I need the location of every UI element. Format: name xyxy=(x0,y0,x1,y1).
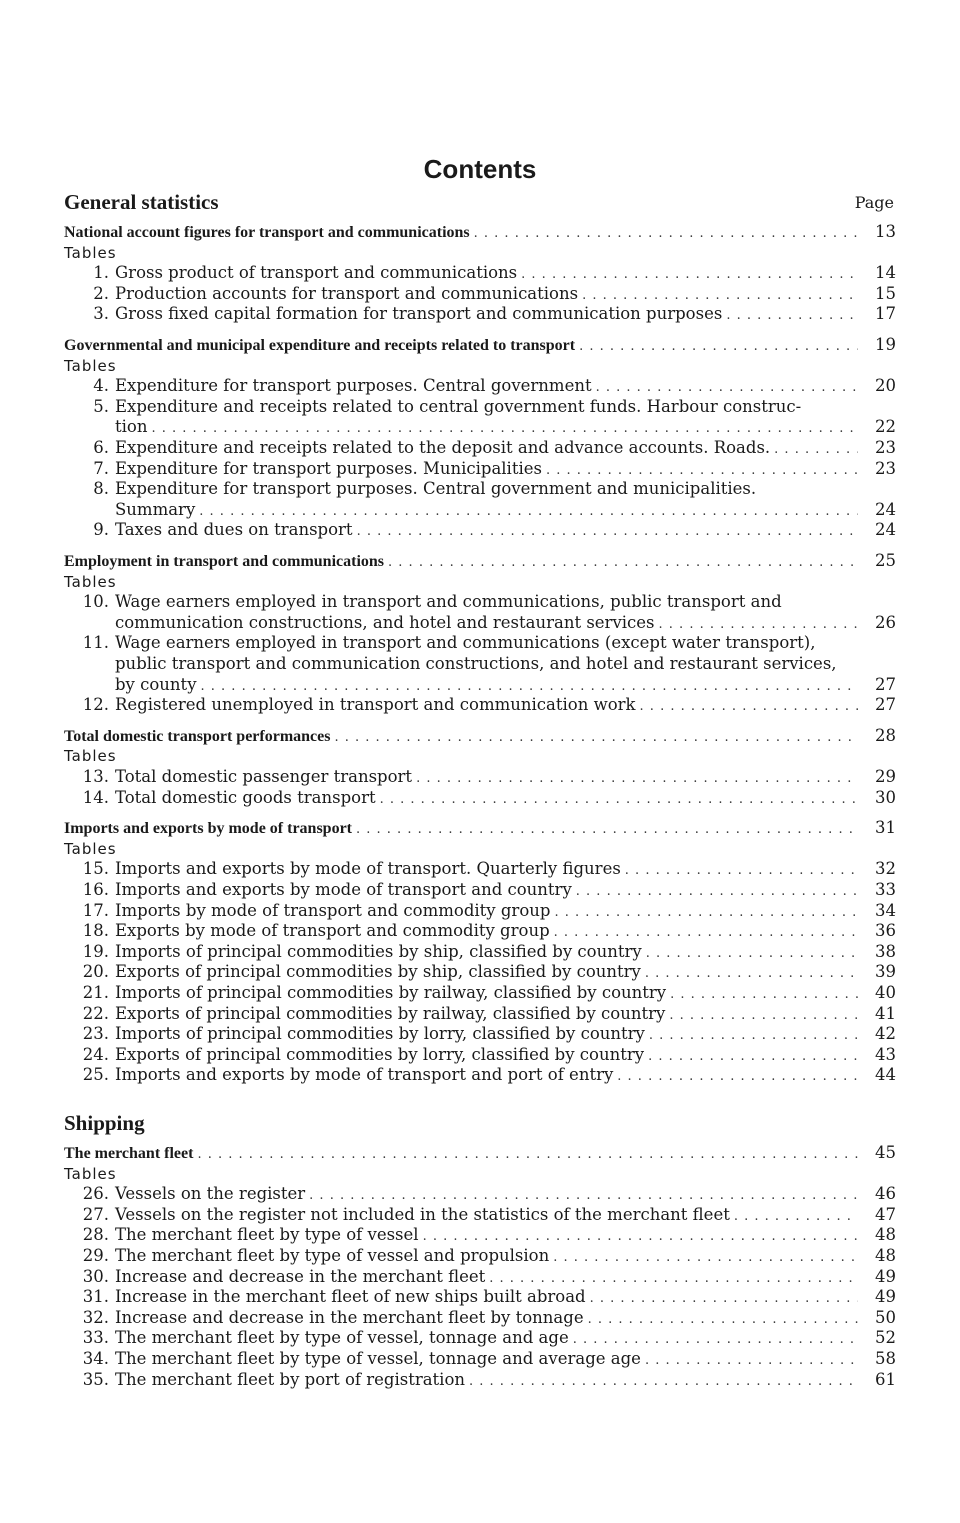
tables-label: Tables xyxy=(64,747,117,766)
toc-entry-row xyxy=(64,500,896,522)
toc-entry-row xyxy=(64,1045,896,1067)
group-heading[interactable] xyxy=(64,222,896,242)
toc-entry-row xyxy=(64,921,896,943)
toc-entry-row xyxy=(64,1287,896,1309)
entry-text: The merchant fleet by type of vessel, tonnage and age xyxy=(115,1328,569,1348)
toc-entry-row xyxy=(64,613,896,635)
page-number: 30 xyxy=(875,787,896,807)
page-number: 45 xyxy=(875,1143,896,1162)
entry-text: public transport and communication constructions, and hotel and restaurant services, xyxy=(115,654,837,673)
leader-dots xyxy=(774,440,858,460)
tables-label: Tables xyxy=(64,1164,117,1183)
toc-entry[interactable] xyxy=(64,962,896,982)
entry-text: Expenditure for transport purposes. Municipalities xyxy=(115,458,542,478)
toc-entry-continuation[interactable] xyxy=(64,654,896,674)
page-number: 34 xyxy=(875,900,896,920)
toc-entry[interactable] xyxy=(64,1024,896,1044)
entry-text: Registered unemployed in transport and communication work xyxy=(115,695,636,715)
page-number: 61 xyxy=(875,1369,896,1389)
leader-dots xyxy=(554,903,858,923)
page-number: 22 xyxy=(875,417,896,437)
page-number: 19 xyxy=(875,335,896,354)
table-number: 4. xyxy=(93,376,109,396)
toc-entry[interactable] xyxy=(64,1308,896,1328)
toc-entry-continuation[interactable] xyxy=(64,417,896,437)
toc-entry[interactable] xyxy=(64,438,896,458)
leader-dots xyxy=(334,728,858,748)
table-number: 11. xyxy=(82,633,109,653)
toc-entry[interactable] xyxy=(64,263,896,283)
toc-entry-row xyxy=(64,376,896,398)
leader-dots xyxy=(646,944,858,964)
toc-entry[interactable] xyxy=(64,983,896,1003)
leader-dots xyxy=(625,861,858,881)
table-number: 25. xyxy=(82,1065,109,1085)
toc-entry[interactable] xyxy=(64,592,896,612)
leader-dots xyxy=(670,985,858,1005)
toc-entry-row xyxy=(64,459,896,481)
page-number: 42 xyxy=(875,1024,896,1044)
page-number: 25 xyxy=(875,551,896,570)
entry-text: Expenditure and receipts related to the deposit and advance accounts. Roads. xyxy=(115,438,771,457)
leader-dots xyxy=(388,553,858,573)
leader-dots xyxy=(648,1047,858,1067)
table-number: 21. xyxy=(82,983,109,1002)
table-number: 9. xyxy=(93,520,109,540)
toc-entry[interactable] xyxy=(64,695,896,715)
entry-text: Imports of principal commodities by lorry, classified by country xyxy=(115,1024,645,1044)
page-number: 14 xyxy=(875,263,896,283)
table-number: 22. xyxy=(82,1003,109,1023)
toc-entry-row xyxy=(64,1065,896,1087)
group-heading-text: Imports and exports by mode of transport xyxy=(64,820,352,838)
toc-entry-row xyxy=(64,1370,896,1392)
section-title: Shipping xyxy=(64,1111,145,1135)
page-number: 39 xyxy=(875,962,896,982)
leader-dots xyxy=(423,1227,858,1247)
leader-dots xyxy=(579,337,858,357)
page-number: 29 xyxy=(875,767,896,786)
toc-entry[interactable] xyxy=(64,1004,896,1024)
leader-dots xyxy=(521,265,858,285)
page-number: 41 xyxy=(875,1003,896,1023)
page-number: 17 xyxy=(875,304,896,324)
toc-entry-row xyxy=(64,942,896,964)
leader-dots xyxy=(573,1330,858,1350)
toc-entry-row xyxy=(64,1024,896,1046)
entry-text: Expenditure and receipts related to central government funds. Harbour construc- xyxy=(115,396,802,416)
tables-label: Tables xyxy=(64,356,117,375)
toc-entry-continuation[interactable] xyxy=(64,500,896,520)
toc-entry-row xyxy=(64,284,896,306)
toc-entry[interactable] xyxy=(64,880,896,900)
leader-dots xyxy=(151,419,858,439)
page-number: 43 xyxy=(875,1044,896,1064)
entry-text: Gross product of transport and communications xyxy=(115,263,518,283)
page-number: 31 xyxy=(875,818,896,838)
table-number: 14. xyxy=(82,787,109,807)
table-number: 19. xyxy=(82,941,109,961)
page-number: 46 xyxy=(875,1184,896,1204)
entry-text: Total domestic passenger transport xyxy=(115,767,413,786)
toc-entry[interactable] xyxy=(64,859,896,879)
page-number: 20 xyxy=(875,376,896,396)
leader-dots xyxy=(669,1006,858,1026)
table-number: 8. xyxy=(93,479,109,499)
leader-dots xyxy=(309,1186,858,1206)
entry-text: Increase and decrease in the merchant fleet xyxy=(115,1266,486,1286)
table-number: 6. xyxy=(93,438,109,457)
table-number: 34. xyxy=(82,1349,109,1368)
toc-entry-row xyxy=(64,788,896,810)
table-number: 16. xyxy=(82,880,109,899)
toc-entry-row xyxy=(64,859,896,881)
toc-entry[interactable] xyxy=(64,1225,896,1245)
table-number: 2. xyxy=(93,283,109,303)
entry-text: Exports by mode of transport and commodity group xyxy=(115,921,550,941)
page-number: 28 xyxy=(875,725,896,745)
toc-entry[interactable] xyxy=(64,459,896,479)
table-number: 20. xyxy=(82,962,109,982)
page-number: 23 xyxy=(875,458,896,478)
group-heading-text: National account figures for transport and communications xyxy=(64,224,470,241)
leader-dots xyxy=(576,882,858,902)
entry-text: by county xyxy=(115,674,197,694)
entry-text: The merchant fleet by type of vessel, tonnage and average age xyxy=(115,1349,641,1368)
toc-entry-row xyxy=(64,1308,896,1330)
table-number: 23. xyxy=(82,1024,109,1044)
leader-dots xyxy=(582,286,858,306)
group-heading[interactable] xyxy=(64,551,896,571)
leader-dots xyxy=(357,522,858,542)
group-heading-row xyxy=(64,551,896,573)
toc-entry[interactable] xyxy=(64,1267,896,1287)
toc-entry-row xyxy=(64,417,896,439)
toc-entry-row xyxy=(64,633,896,653)
entry-text: communication constructions, and hotel and restaurant services xyxy=(115,612,655,632)
toc-entry-row xyxy=(64,654,896,674)
toc-entry[interactable] xyxy=(64,633,896,653)
leader-dots xyxy=(734,1207,858,1227)
tables-label: Tables xyxy=(64,572,117,591)
page-number: 40 xyxy=(875,983,896,1002)
leader-dots xyxy=(617,1067,858,1087)
toc-entry-row xyxy=(64,397,896,417)
toc-entry-row xyxy=(64,1225,896,1247)
table-number: 32. xyxy=(82,1307,109,1327)
table-number: 35. xyxy=(82,1369,109,1389)
entry-text: Production accounts for transport and communications xyxy=(115,283,579,303)
entry-text: Imports of principal commodities by railway, classified by country xyxy=(115,983,667,1002)
leader-dots xyxy=(640,697,858,717)
entry-text: Summary xyxy=(115,499,196,519)
leader-dots xyxy=(553,1248,858,1268)
table-number: 31. xyxy=(82,1287,109,1307)
entry-text: Imports and exports by mode of transport and country xyxy=(115,880,572,899)
table-number: 5. xyxy=(93,396,109,416)
group-heading-row xyxy=(64,335,896,357)
entry-text: Increase in the merchant fleet of new ships built abroad xyxy=(115,1287,586,1307)
toc-entry-row xyxy=(64,901,896,923)
group-heading-text: Total domestic transport performances xyxy=(64,727,331,745)
table-number: 33. xyxy=(82,1328,109,1348)
page-number: 15 xyxy=(875,283,896,303)
tables-label: Tables xyxy=(64,243,117,262)
toc-entry[interactable] xyxy=(64,397,896,417)
toc-entry[interactable] xyxy=(64,942,896,962)
toc-entry[interactable] xyxy=(64,304,896,324)
group-heading[interactable] xyxy=(64,1143,896,1163)
leader-dots xyxy=(596,378,858,398)
leader-dots xyxy=(588,1310,858,1330)
toc-entry-row xyxy=(64,1205,896,1227)
entry-text: Expenditure for transport purposes. Central government and municipalities. xyxy=(115,479,757,499)
toc-entry[interactable] xyxy=(64,1065,896,1085)
page-number: 44 xyxy=(875,1065,896,1085)
entry-text: The merchant fleet by type of vessel and propulsion xyxy=(115,1246,550,1265)
toc-entry-row xyxy=(64,675,896,697)
toc-entry-row xyxy=(64,479,896,499)
group-heading-row xyxy=(64,222,896,244)
toc-entry-row xyxy=(64,1184,896,1206)
leader-dots xyxy=(356,820,858,840)
table-number: 26. xyxy=(82,1184,109,1204)
entry-text: Exports of principal commodities by ship, classified by country xyxy=(115,962,641,982)
toc-entry-row xyxy=(64,1004,896,1026)
leader-dots xyxy=(546,461,858,481)
leader-dots xyxy=(645,1351,858,1371)
toc-entry-row xyxy=(64,767,896,789)
toc-entry-row xyxy=(64,438,896,460)
entry-text: Total domestic goods transport xyxy=(115,787,376,807)
toc-entry[interactable] xyxy=(64,1328,896,1348)
toc-entry-row xyxy=(64,695,896,717)
group-heading-text: The merchant fleet xyxy=(64,1145,194,1162)
entry-text: Wage earners employed in transport and communications, public transport and xyxy=(115,592,782,612)
entry-text: Exports of principal commodities by lorry, classified by country xyxy=(115,1044,645,1064)
page-number: 27 xyxy=(875,695,896,715)
entry-text: Gross fixed capital formation for transport and communication purposes xyxy=(115,304,723,324)
group-heading[interactable] xyxy=(64,726,896,746)
page-number: 33 xyxy=(875,880,896,899)
leader-dots xyxy=(197,1145,858,1165)
leader-dots xyxy=(649,1026,858,1046)
group-heading-text: Governmental and municipal expenditure and receipts related to transport xyxy=(64,337,576,354)
group-heading-row xyxy=(64,726,896,748)
entry-text: Exports of principal commodities by railway, classified by country xyxy=(115,1003,666,1023)
toc-entry-row xyxy=(64,1328,896,1350)
entry-text: Vessels on the register xyxy=(115,1184,306,1204)
entry-text: Taxes and dues on transport xyxy=(115,520,353,540)
entry-text: Imports of principal commodities by ship, classified by country xyxy=(115,941,642,961)
page-column-label: Page xyxy=(854,193,894,212)
leader-dots xyxy=(201,677,858,697)
table-number: 28. xyxy=(82,1225,109,1245)
entry-text: The merchant fleet by port of registration xyxy=(115,1369,466,1389)
page-number: 38 xyxy=(875,941,896,961)
leader-dots xyxy=(469,1372,858,1392)
toc-entry-row xyxy=(64,962,896,984)
table-number: 18. xyxy=(82,921,109,941)
table-number: 27. xyxy=(82,1204,109,1224)
table-number: 7. xyxy=(93,458,109,478)
toc-entry-row xyxy=(64,520,896,542)
toc-entry-row xyxy=(64,263,896,285)
table-number: 30. xyxy=(82,1266,109,1286)
page-number: 48 xyxy=(875,1225,896,1245)
page-number: 24 xyxy=(875,520,896,540)
entry-text: Imports by mode of transport and commodity group xyxy=(115,900,551,920)
page-number: 24 xyxy=(875,499,896,519)
entry-text: Wage earners employed in transport and communications (except water transport), xyxy=(115,633,816,653)
entry-text: Vessels on the register not included in the statistics of the merchant fleet xyxy=(115,1204,730,1224)
table-number: 10. xyxy=(82,592,109,612)
toc-entry[interactable] xyxy=(64,376,896,396)
page-number: 47 xyxy=(875,1204,896,1224)
toc-entry-row xyxy=(64,1349,896,1371)
page-number: 52 xyxy=(875,1328,896,1348)
page-number: 49 xyxy=(875,1266,896,1286)
entry-text: Expenditure for transport purposes. Central government xyxy=(115,376,592,396)
leader-dots xyxy=(590,1289,858,1309)
page-number: 49 xyxy=(875,1287,896,1307)
group-heading[interactable] xyxy=(64,335,896,355)
entry-text: Imports and exports by mode of transport and port of entry xyxy=(115,1065,614,1085)
table-number: 12. xyxy=(82,695,109,715)
toc-entry-row xyxy=(64,983,896,1005)
toc-entry[interactable] xyxy=(64,921,896,941)
page-number: 23 xyxy=(875,438,896,457)
toc-entry-continuation[interactable] xyxy=(64,675,896,695)
page-number: 36 xyxy=(875,921,896,941)
table-number: 24. xyxy=(82,1044,109,1064)
toc-entry[interactable] xyxy=(64,1184,896,1204)
toc-entry[interactable] xyxy=(64,1205,896,1225)
leader-dots xyxy=(554,923,858,943)
tables-label: Tables xyxy=(64,839,117,858)
table-number: 3. xyxy=(93,304,109,324)
toc-entry[interactable] xyxy=(64,1287,896,1307)
leader-dots xyxy=(416,769,858,789)
toc-entry-continuation[interactable] xyxy=(64,613,896,633)
toc-entry[interactable] xyxy=(64,767,896,787)
page-number: 58 xyxy=(875,1349,896,1368)
toc-entry-row xyxy=(64,592,896,612)
table-number: 17. xyxy=(82,900,109,920)
leader-dots xyxy=(199,502,858,522)
leader-dots xyxy=(659,615,858,635)
toc-entry[interactable] xyxy=(64,1045,896,1065)
leader-dots xyxy=(474,224,858,244)
entry-text: Imports and exports by mode of transport. Quarterly figures xyxy=(115,859,621,879)
group-heading[interactable] xyxy=(64,818,896,838)
page-number: 48 xyxy=(875,1246,896,1265)
leader-dots xyxy=(489,1269,858,1289)
entry-text: Increase and decrease in the merchant fleet by tonnage xyxy=(115,1307,584,1327)
toc-entry-row xyxy=(64,880,896,902)
group-heading-row xyxy=(64,818,896,840)
toc-entry[interactable] xyxy=(64,1370,896,1390)
section-title: General statistics xyxy=(64,190,219,214)
toc-entry-row xyxy=(64,1246,896,1268)
toc-entry[interactable] xyxy=(64,901,896,921)
leader-dots xyxy=(380,790,858,810)
table-number: 13. xyxy=(82,767,109,786)
page-number: 50 xyxy=(875,1307,896,1327)
page-title: Contents xyxy=(423,154,537,184)
toc-entry[interactable] xyxy=(64,284,896,304)
toc-entry[interactable] xyxy=(64,788,896,808)
group-heading-text: Employment in transport and communications xyxy=(64,553,385,570)
page-number: 26 xyxy=(875,612,896,632)
toc-entry[interactable] xyxy=(64,520,896,540)
page-number: 27 xyxy=(875,674,896,694)
leader-dots xyxy=(726,306,858,326)
entry-text: The merchant fleet by type of vessel xyxy=(115,1225,419,1245)
entry-text: tion xyxy=(115,417,148,437)
leader-dots xyxy=(645,964,858,984)
group-heading-row xyxy=(64,1143,896,1165)
toc-entry-row xyxy=(64,1267,896,1289)
table-number: 15. xyxy=(82,859,109,879)
toc-entry[interactable] xyxy=(64,1349,896,1369)
toc-entry-row xyxy=(64,304,896,326)
page-number: 13 xyxy=(875,222,896,241)
table-number: 1. xyxy=(93,263,109,283)
table-number: 29. xyxy=(82,1246,109,1265)
toc-entry[interactable] xyxy=(64,479,896,499)
page-number: 32 xyxy=(875,859,896,879)
toc-entry[interactable] xyxy=(64,1246,896,1266)
